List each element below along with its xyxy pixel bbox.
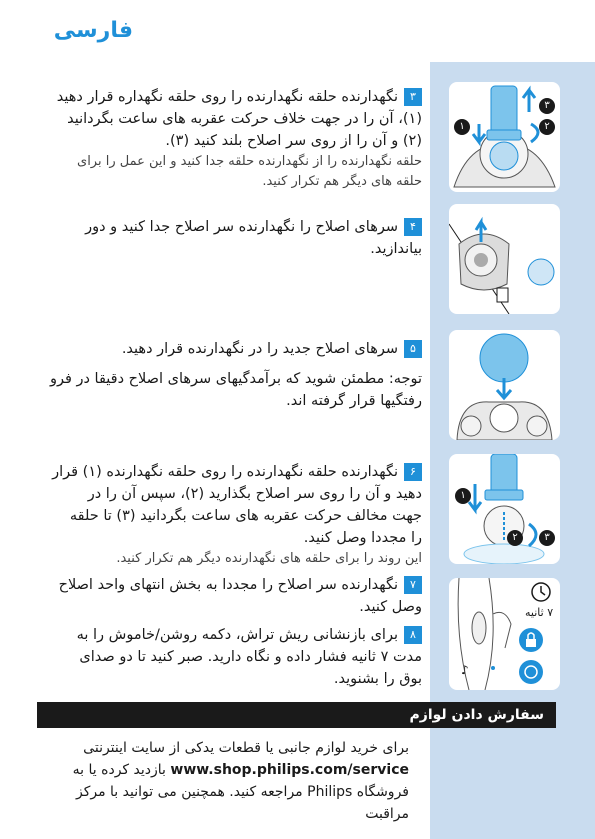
step-number: ۷ xyxy=(404,576,422,594)
step-6 xyxy=(42,461,422,569)
step-number: ۸ xyxy=(404,626,422,644)
illustration-step-3 xyxy=(449,82,560,192)
step-text: سرهای اصلاح جدید را در نگهدارنده قرار دهید. xyxy=(121,341,398,357)
step-4 xyxy=(42,216,422,260)
step-remark: توجه: مطمئن شوید که برآمدگیهای سرهای اصلاح دقیقا در فرو xyxy=(49,371,422,387)
step-text: مدت ۷ ثانیه فشار داده و نگاه دارید. صبر کنید تا دو صدای xyxy=(79,649,422,665)
timer-label: ۷ ثانیه xyxy=(525,606,554,619)
parts-line: فروشگاه Philips مراجعه کنید. همچنین می توانید با مرکز مراقبت xyxy=(75,784,409,822)
place-new-shaving-head-illustration xyxy=(449,330,560,440)
shaver-reset-illustration xyxy=(449,578,560,690)
badge-1: ۱ xyxy=(454,119,470,135)
parts-line: بازدید کرده یا به xyxy=(72,762,166,778)
illustration-step-5 xyxy=(449,330,560,440)
step-7 xyxy=(42,574,422,618)
reattach-retaining-ring-illustration xyxy=(449,454,560,564)
badge-2: ۲ xyxy=(507,530,523,546)
illustration-step-4 xyxy=(449,204,560,314)
step-note: این روند را برای حلقه های نگهدارنده دیگر هم تکرار کنید. xyxy=(116,551,422,566)
step-text: را مجددا وصل کنید. xyxy=(303,530,422,546)
step-text: (۱)، آن را در جهت خلاف حرکت عقربه های ساعت بگردانید xyxy=(67,111,422,127)
badge-3: ۳ xyxy=(539,98,555,114)
step-note: حلقه های دیگر هم تکرار کنید. xyxy=(262,174,422,189)
service-url-link[interactable]: www.shop.philips.com/service xyxy=(170,762,409,778)
step-text: جهت مخالف حرکت عقربه های ساعت بگردانید (۳) تا حلقه xyxy=(69,508,422,524)
step-text: بیاندازید. xyxy=(370,241,422,257)
badge-3: ۳ xyxy=(539,530,555,546)
step-remark: رفتگیها قرار گرفته اند. xyxy=(286,393,422,409)
step-text: دهید و آن را روی سر اصلاح بگذارید (۲)، سپس آن را در xyxy=(87,486,422,502)
step-number: ۳ xyxy=(404,88,422,106)
ordering-accessories-text xyxy=(37,737,409,825)
illustration-step-8 xyxy=(449,578,560,690)
ordering-accessories-heading: سفارش دادن لوازم xyxy=(37,702,556,728)
badge-1: ۱ xyxy=(455,488,471,504)
step-8 xyxy=(42,624,422,690)
step-text: نگهدارنده سر اصلاح را مجددا به بخش انتهای واحد اصلاح xyxy=(58,577,398,593)
step-3 xyxy=(42,86,422,192)
step-number: ۴ xyxy=(404,218,422,236)
badge-2: ۲ xyxy=(539,119,555,135)
step-note: حلقه نگهدارنده را از نگهدارنده حلقه جدا کنید و این عمل را برای xyxy=(77,154,422,169)
step-text: برای بازنشانی ریش تراش، دکمه روشن/خاموش را به xyxy=(76,627,398,643)
illustration-step-6 xyxy=(449,454,560,564)
step-text: نگهدارنده حلقه نگهدارنده را روی حلقه نگهدارنده (۱) قرار xyxy=(52,464,398,480)
step-text: وصل کنید. xyxy=(359,599,422,615)
svg-text:♪: ♪ xyxy=(461,663,469,677)
page-title: فارسی xyxy=(53,18,133,43)
step-text: نگهدارنده حلقه نگهدارنده را روی حلقه نگهداره قرار دهید xyxy=(56,89,398,105)
step-number: ۶ xyxy=(404,463,422,481)
parts-line: برای خرید لوازم جانبی یا قطعات یدکی از سایت اینترنتی xyxy=(83,740,409,756)
step-text: بوق را بشنوید. xyxy=(333,671,422,687)
remove-shaving-head-illustration xyxy=(449,204,560,314)
step-text: (۲) و آن را از روی سر اصلاح بلند کنید (۳). xyxy=(165,133,422,149)
step-number: ۵ xyxy=(404,340,422,358)
step-5 xyxy=(42,338,422,412)
step-text: سرهای اصلاح را نگهدارنده سر اصلاح جدا کنید و دور xyxy=(85,219,398,235)
